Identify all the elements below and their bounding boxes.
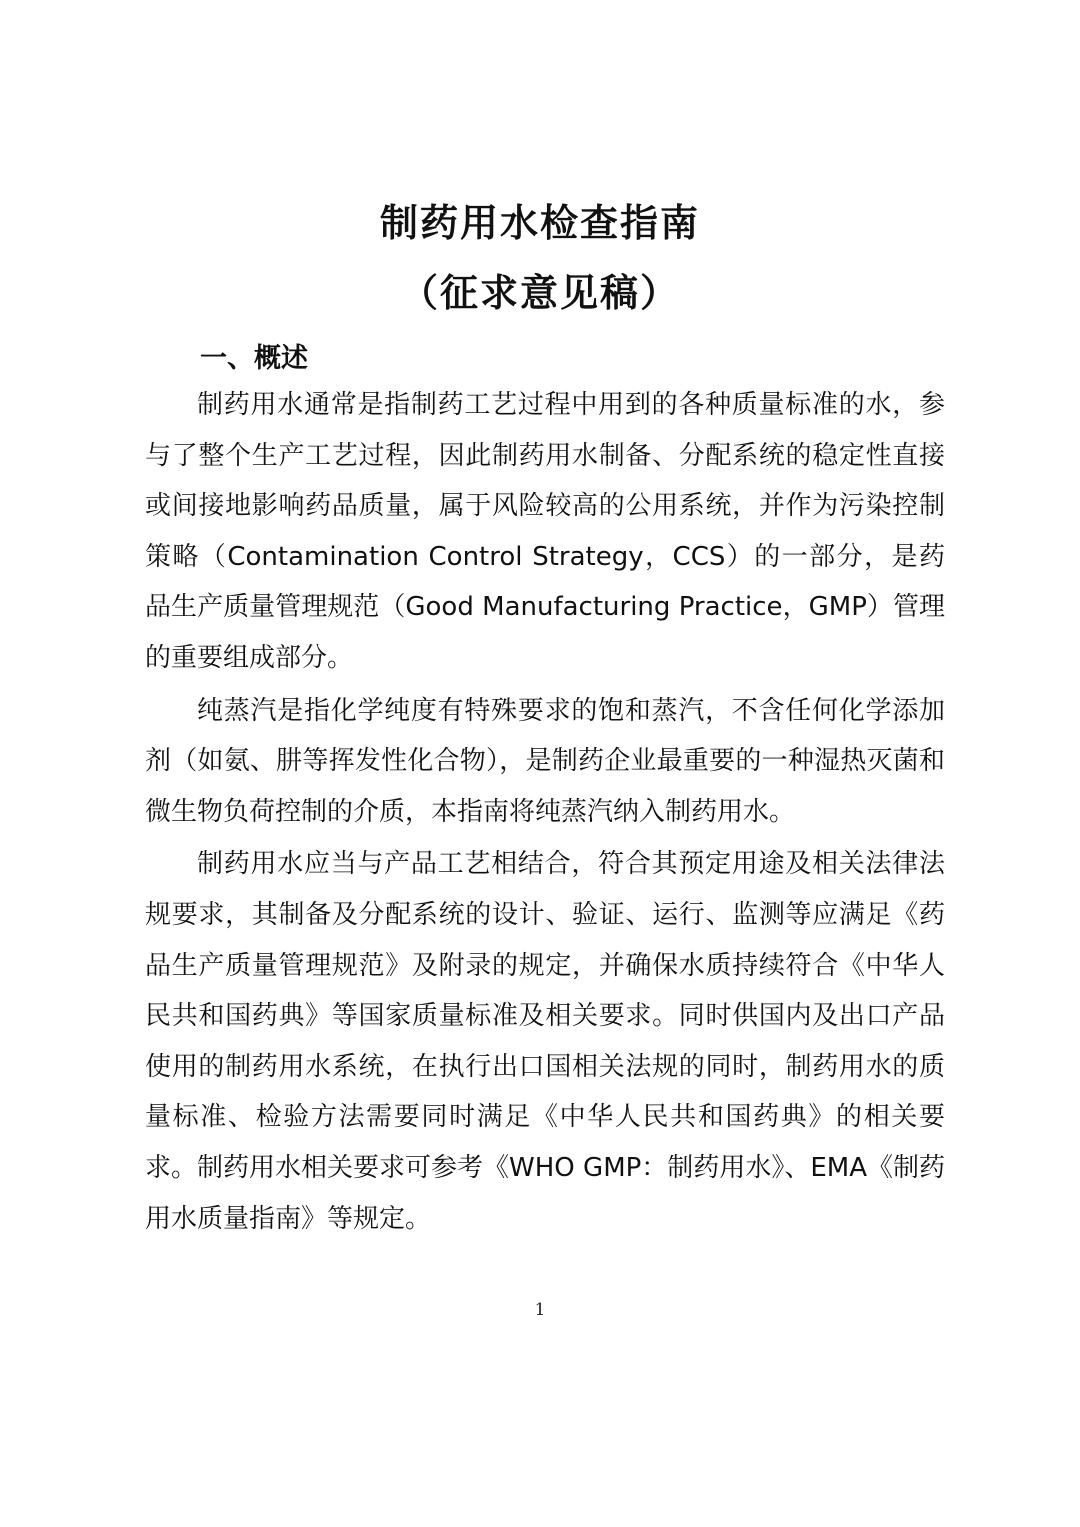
section-heading: 一、概述 [200, 343, 308, 374]
document-title: 制药用水检查指南 [379, 201, 700, 245]
paragraph-pure-steam: 纯蒸汽是指化学纯度有特殊要求的饱和蒸汽，不含任何化学添加剂（如氨、肼等挥发性化合物），是制药企业最重要的一种湿热灭菌和微生物负荷控制的介质，本指南将纯蒸汽纳入制药用水。 [145, 695, 945, 827]
paragraph-requirements: 制药用水应当与产品工艺相结合，符合其预定用途及相关法律法规要求，其制备及分配系统的设计、验证、运行、监测等应满足《药品生产质量管理规范》及附录的规定，并确保水质持续符合《中华人民共和国药典》等国家质量标准及相关要求。同时供国内及出口产品使用的制药用水系统，在执行出口国相关法规的同时，制药用水的质量标准、检验方法需要同时满足《中华人民共和国药典》的相关要求。制药用水相关要求可参考《WHO GMP：制药用水》、EMA《制药用水质量指南》等规定。 [145, 849, 945, 1234]
document-subtitle: （征求意见稿） [399, 271, 680, 315]
page-number: 1 [534, 1300, 546, 1320]
document-body [145, 380, 945, 1244]
paragraph-overview: 制药用水通常是指制药工艺过程中用到的各种质量标准的水，参与了整个生产工艺过程，因此制药用水制备、分配系统的稳定性直接或间接地影响药品质量，属于风险较高的公用系统，并作为污染控制策略（Contamination Control Strategy，CCS）的一部分，是药品生产质量管理规范（Good Manufacturing Practice，GMP）管理的重要组成部分。 [145, 390, 945, 673]
